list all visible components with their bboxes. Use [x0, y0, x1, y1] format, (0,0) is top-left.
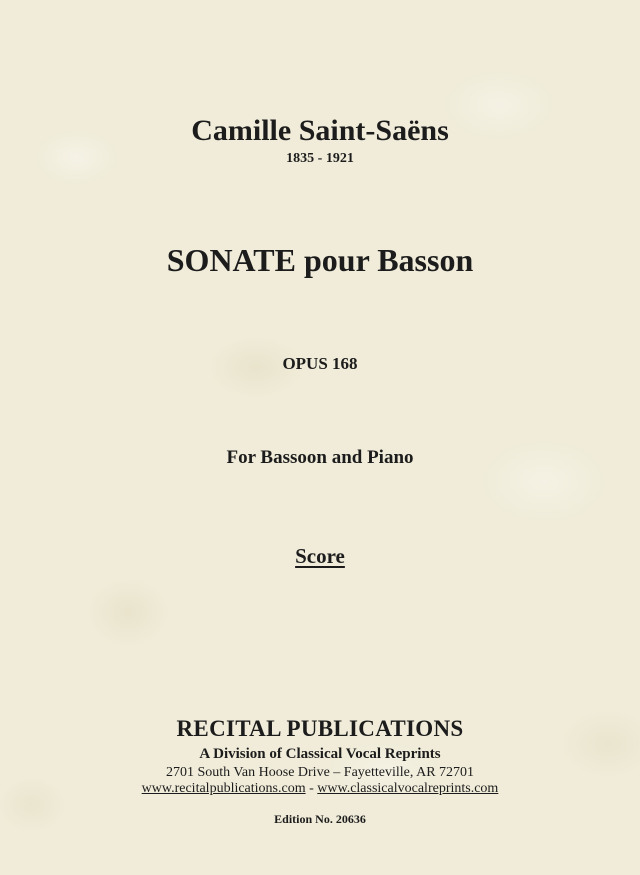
composer-years: 1835 - 1921	[286, 151, 354, 166]
score-label: Score	[295, 544, 345, 568]
classical-vocal-reprints-link[interactable]: www.classicalvocalreprints.com	[317, 781, 499, 796]
recital-publications-link[interactable]: www.recitalpublications.com	[141, 781, 306, 796]
instrumentation: For Bassoon and Piano	[226, 447, 414, 468]
work-title: SONATE pour Basson	[166, 242, 474, 278]
composer-name: Camille Saint-Saëns	[191, 114, 449, 147]
publisher-division: A Division of Classical Vocal Reprints	[199, 746, 441, 762]
publisher-websites	[0, 781, 640, 797]
publisher-name: RECITAL PUBLICATIONS	[176, 716, 464, 741]
website-separator: -	[305, 781, 318, 796]
opus-number: OPUS 168	[282, 354, 358, 373]
edition-number: Edition No. 20636	[274, 812, 366, 826]
publisher-address: 2701 South Van Hoose Drive – Fayetteville, AR 72701	[165, 765, 475, 780]
